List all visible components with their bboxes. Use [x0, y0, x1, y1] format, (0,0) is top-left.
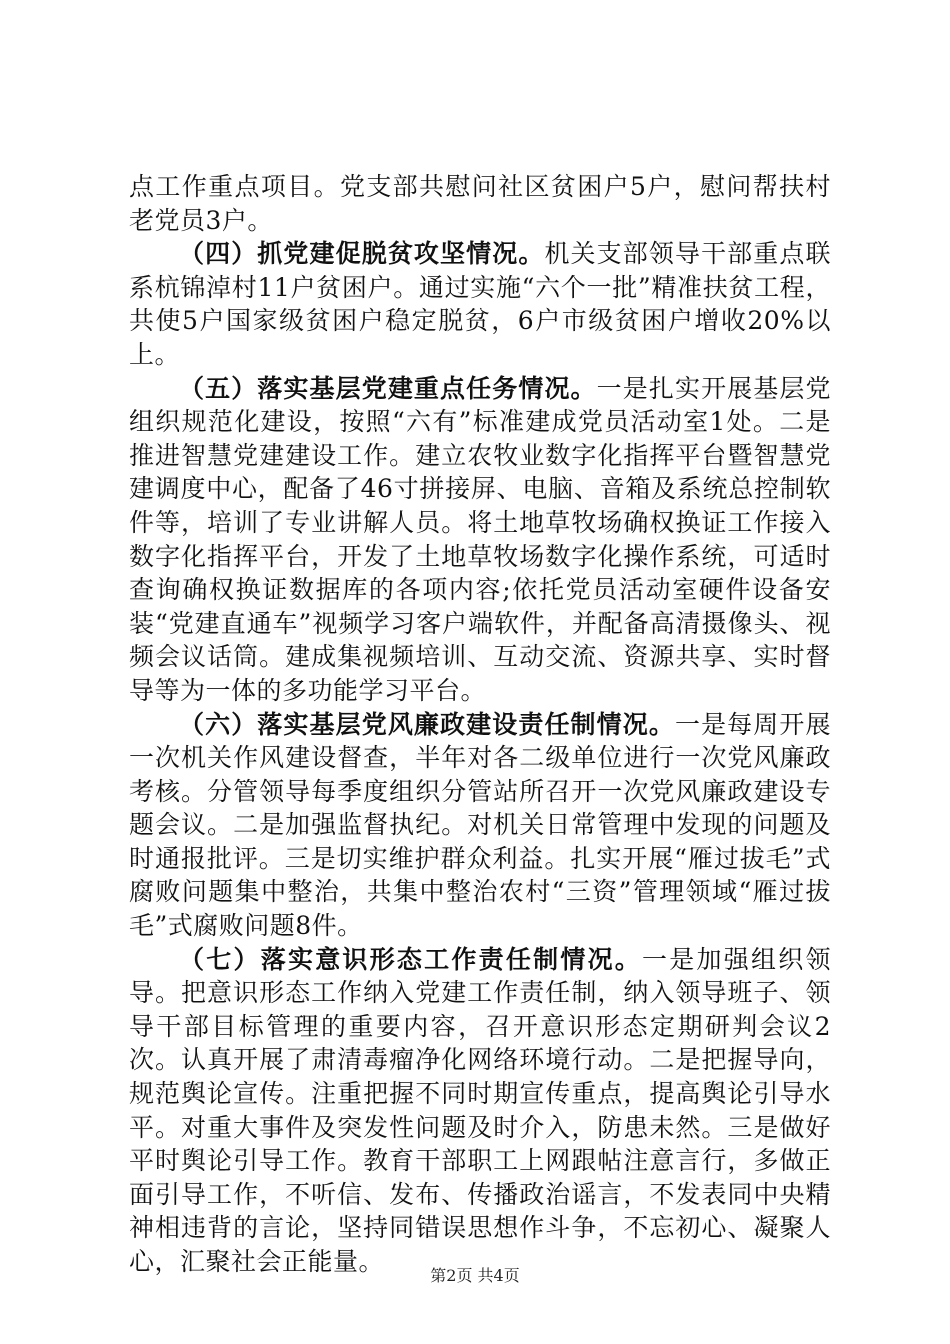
paragraph-body: 机关支部领导干部重点联系杭锦淖村11户贫困户。通过实施“六个一批”精准扶贫工程，共使5户国家级贫困户稳定脱贫，6户市级贫困户增收20%以上。 — [129, 239, 831, 369]
paragraph-continuation — [129, 170, 831, 237]
section-heading: （七）落实意识形态工作责任制情况。 — [179, 944, 643, 974]
paragraph-section-4 — [129, 237, 831, 371]
section-heading: （六）落实基层党风廉政建设责任制情况。 — [179, 709, 675, 739]
document-body — [129, 170, 831, 1279]
section-heading: （四）抓党建促脱贫攻坚情况。 — [179, 239, 545, 269]
paragraph-body: 点工作重点项目。党支部共慰问社区贫困户5户，慰问帮扶村老党员3户。 — [129, 172, 831, 235]
paragraph-body: 一是每周开展一次机关作风建设督查，半年对各二级单位进行一次党风廉政考核。分管领导每季度组织分管站所召开一次党风廉政建设专题会议。二是加强监督执纪。对机关日常管理中发现的问题及时通报批评。三是切实维护群众利益。扎实开展“雁过拔毛”式腐败问题集中整治，共集中整治农村“三资”管理领域“雁过拔毛”式腐败问题8件。 — [129, 709, 831, 941]
paragraph-section-5 — [129, 372, 831, 708]
section-heading: （五）落实基层党建重点任务情况。 — [179, 373, 597, 403]
paragraph-section-7 — [129, 943, 831, 1279]
paragraph-section-6 — [129, 708, 831, 943]
paragraph-body: 一是扎实开展基层党组织规范化建设，按照“六有”标准建成党员活动室1处。二是推进智慧党建建设工作。建立农牧业数字化指挥平台暨智慧党建调度中心，配备了46寸拼接屏、电脑、音箱及系统总控制软件等，培训了专业讲解人员。将土地草牧场确权换证工作接入数字化指挥平台，开发了土地草牧场数字化操作系统，可适时查询确权换证数据库的各项内容;依托党员活动室硬件设备安装“党建直通车”视频学习客户端软件，并配备高清摄像头、视频会议话筒。建成集视频培训、互动交流、资源共享、实时督导等为一体的多功能学习平台。 — [129, 373, 831, 705]
page-number-label: 第2页 共4页 — [430, 1266, 520, 1285]
paragraph-body: 一是加强组织领导。把意识形态工作纳入党建工作责任制，纳入领导班子、领导干部目标管理的重要内容，召开意识形态定期研判会议2次。认真开展了肃清毒瘤净化网络环境行动。二是把握导向，规范舆论宣传。注重把握不同时期宣传重点，提高舆论引导水平。对重大事件及突发性问题及时介入，防患未然。三是做好平时舆论引导工作。教育干部职工上网跟帖注意言行，多做正面引导工作，不听信、发布、传播政治谣言，不发表同中央精神相违背的言论，坚持同错误思想作斗争，不忘初心、凝聚人心，汇聚社会正能量。 — [129, 944, 831, 1276]
page-footer — [0, 1266, 950, 1286]
